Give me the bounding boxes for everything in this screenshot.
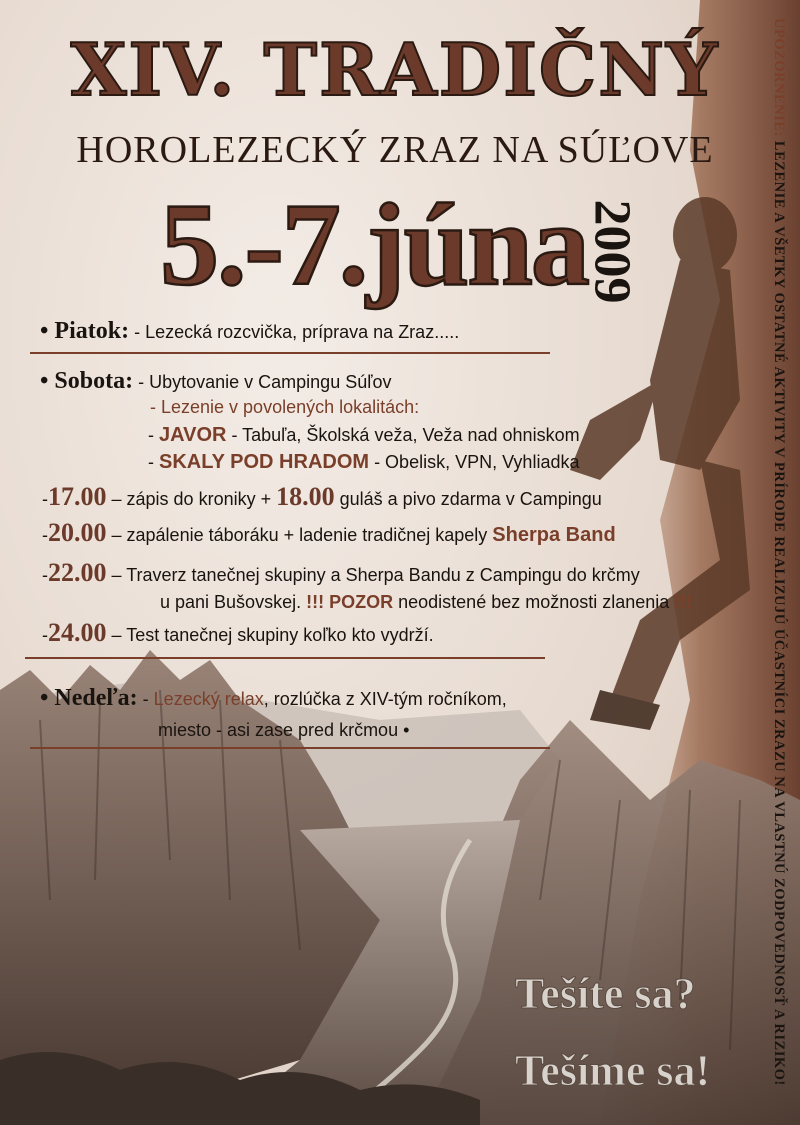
saturday-line2: - Lezenie v povolených lokalitách: — [150, 397, 420, 417]
schedule-saturday — [40, 368, 391, 395]
poster-title: XIV. TRADIČNÝ — [70, 27, 720, 112]
band-name: Sherpa Band — [492, 524, 616, 546]
event-row — [42, 482, 602, 512]
event-time: 20.00 — [48, 518, 107, 547]
event-text: – zápis do kroniky + — [111, 489, 272, 509]
javor-text: - Tabuľa, Školská veža, Veža nad ohniskom — [231, 425, 580, 445]
sunday-relax: Lezecký relax — [153, 689, 264, 709]
day-label-friday: • Piatok: — [40, 318, 130, 344]
day-label-saturday: • Sobota: — [40, 368, 134, 394]
event-row — [42, 618, 434, 648]
event-date: 5.-7.júna — [160, 179, 588, 310]
event-text-cont: u pani Bušovskej. — [160, 592, 302, 612]
event-text: – Traverz tanečnej skupiny a Sherpa Bandu z Campingu do krčmy — [111, 565, 640, 585]
event-time: 17.00 — [48, 482, 107, 511]
event-row — [42, 558, 640, 588]
saturday-skaly — [148, 451, 579, 474]
event-dash: - — [42, 565, 48, 585]
sunday-dash: - — [142, 689, 149, 709]
event-time-2: 18.00 — [276, 482, 335, 511]
event-time: 24.00 — [48, 618, 107, 647]
event-text: – Test tanečnej skupiny koľko kto vydrží. — [111, 625, 434, 645]
schedule-friday — [40, 318, 459, 345]
event-text-cont-2: neodistené bez možnosti zlanenia — [398, 592, 670, 612]
side-warning-label: UPOZORNENIE: — [771, 18, 787, 137]
skaly-dash: - — [148, 452, 154, 472]
slogan-question: Tešíte sa? — [515, 969, 696, 1018]
event-dash: - — [42, 489, 48, 509]
event-year: 2009 — [583, 199, 641, 304]
event-text: – zapálenie táboráku + ladenie tradičnej kapely — [111, 525, 488, 545]
divider — [30, 352, 550, 354]
schedule-sunday — [40, 685, 507, 712]
event-time: 22.00 — [48, 558, 107, 587]
saturday-line1: - Ubytovanie v Campingu Súľov — [138, 372, 392, 392]
saturday-javor — [148, 424, 580, 447]
divider — [25, 657, 545, 659]
event-text-2: guláš a pivo zdarma v Campingu — [339, 489, 602, 509]
sunday-line1: , rozlúčka z XIV-tým ročníkom, — [263, 689, 507, 709]
event-dash: - — [42, 525, 48, 545]
friday-text: - Lezecká rozcvička, príprava na Zraz..... — [134, 322, 460, 342]
slogan-answer: Tešíme sa! — [515, 1046, 711, 1095]
exclamation: !!! — [674, 592, 693, 612]
event-row-continued — [160, 592, 692, 613]
side-warning-text: LEZENIE A VŠETKY OSTATNÉ AKTIVITY V PRÍRODE REALIZUJÚ ÚČASTNÍCI ZRAZU NA VLASTNÚ ZODPOVEDNOSŤ A RIZIKO! — [771, 140, 787, 1086]
sunday-line2: miesto - asi zase pred krčmou • — [158, 720, 410, 740]
skaly-label: SKALY POD HRADOM — [159, 451, 370, 473]
event-dash: - — [42, 625, 48, 645]
event-row — [42, 518, 616, 548]
skaly-text: - Obelisk, VPN, Vyhliadka — [374, 452, 580, 472]
divider — [30, 747, 550, 749]
side-warning-strip — [764, 18, 794, 1118]
poster-subtitle: HOROLEZECKÝ ZRAZ NA SÚĽOVE — [76, 129, 714, 171]
javor-label: JAVOR — [159, 424, 227, 446]
pozor-warning: !!! POZOR — [306, 592, 394, 612]
javor-dash: - — [148, 425, 154, 445]
day-label-sunday: • Nedeľa: — [40, 685, 138, 711]
